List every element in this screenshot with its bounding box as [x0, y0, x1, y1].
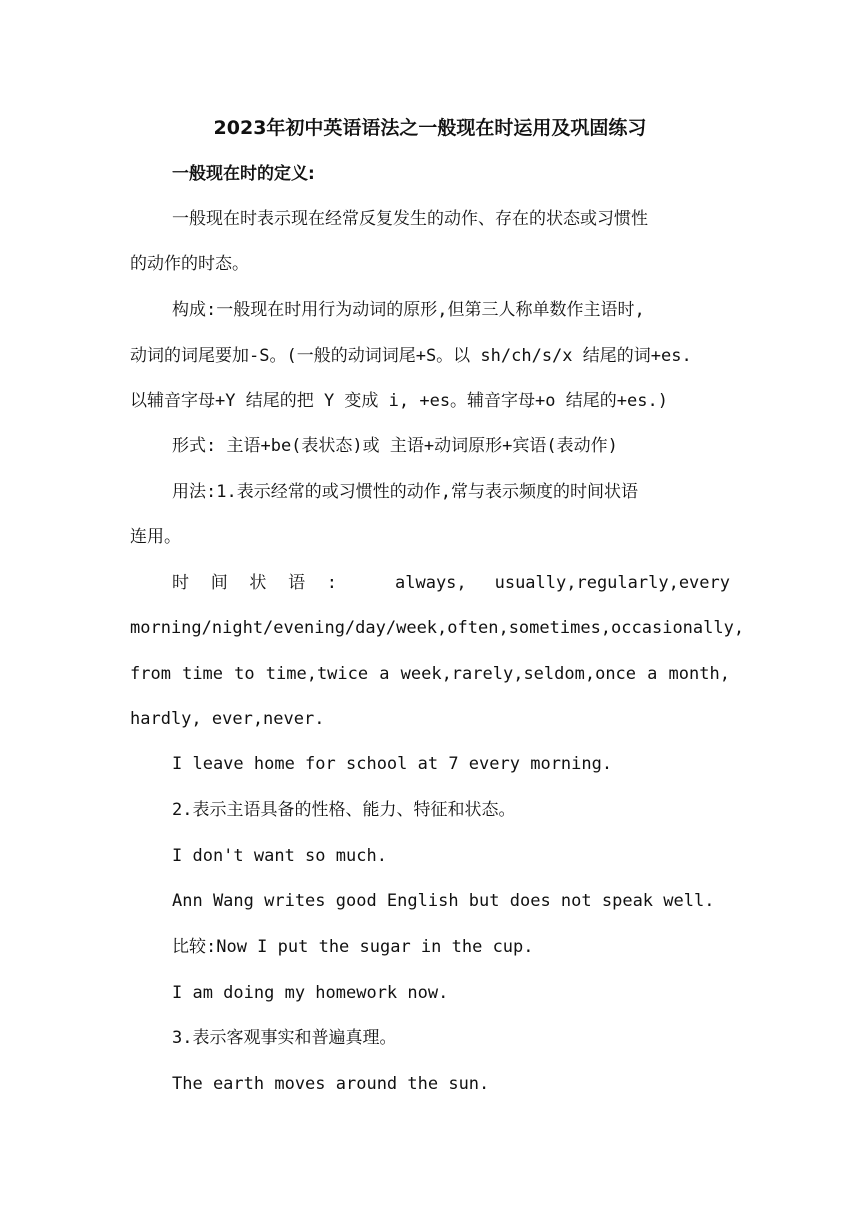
time-adverbials-label: [172, 568, 337, 598]
label-char: 间: [210, 573, 228, 593]
compare-sentence: 比较:Now I put the sugar in the cup.: [172, 937, 534, 957]
word: a: [647, 664, 658, 684]
example-sentence-4: I am doing my homework now.: [172, 983, 449, 1003]
composition-line-2: 动词的词尾要加-S。(一般的动词词尾+S。以 sh/ch/s/x 结尾的词+es.: [130, 346, 692, 366]
usage-line-1: 用法:1.表示经常的或习惯性的动作,常与表示频度的时间状语: [172, 482, 638, 502]
example-sentence-3: Ann Wang writes good English but does not speak well.: [172, 891, 715, 911]
word: month,: [668, 664, 730, 684]
label-char: 状: [249, 573, 267, 593]
label-char: 时: [172, 573, 189, 593]
document-title: 2023年初中英语语法之一般现在时运用及巩固练习: [213, 117, 647, 139]
time-adverbials-line-2: morning/night/evening/day/week,often,sometimes,occasionally,: [130, 618, 745, 638]
label-char: 语: [288, 573, 306, 593]
composition-line-3: 以辅音字母+Y 结尾的把 Y 变成 i, +es。辅音字母+o 结尾的+es.): [130, 391, 668, 411]
usage-line-2-point: 2.表示主语具备的性格、能力、特征和状态。: [172, 800, 516, 820]
word: time: [182, 664, 224, 684]
example-sentence-1: I leave home for school at 7 every morning.: [172, 754, 613, 774]
time-adverbials-words-1: [395, 568, 730, 598]
usage-line-2: 连用。: [130, 527, 181, 547]
word: to: [234, 664, 255, 684]
usage-line-3-point: 3.表示客观事实和普遍真理。: [172, 1028, 397, 1048]
composition-line-1: 构成:一般现在时用行为动词的原形,但第三人称单数作主语时,: [172, 300, 645, 320]
definition-text-1: 一般现在时表示现在经常反复发生的动作、存在的状态或习惯性: [172, 209, 648, 229]
word: usually,regularly,every: [494, 573, 730, 593]
section-heading: 一般现在时的定义:: [172, 164, 315, 184]
time-adverbials-line-4: hardly, ever,never.: [130, 709, 325, 729]
word: from: [130, 664, 171, 684]
definition-line-1: [172, 204, 730, 234]
word: time,twice: [265, 664, 369, 684]
example-sentence-2: I don't want so much.: [172, 846, 387, 866]
example-sentence-5: The earth moves around the sun.: [172, 1074, 490, 1094]
form-line: 形式: 主语+be(表状态)或 主语+动词原形+宾语(表动作): [172, 436, 618, 456]
definition-line-2: 的动作的时态。: [130, 254, 249, 274]
time-adverbials-line-1: [172, 568, 730, 598]
word: a: [379, 664, 390, 684]
word: always,: [395, 573, 467, 593]
word: week,rarely,seldom,once: [400, 664, 637, 684]
time-adverbials-line-3: [130, 659, 730, 689]
label-char: :: [326, 573, 337, 593]
